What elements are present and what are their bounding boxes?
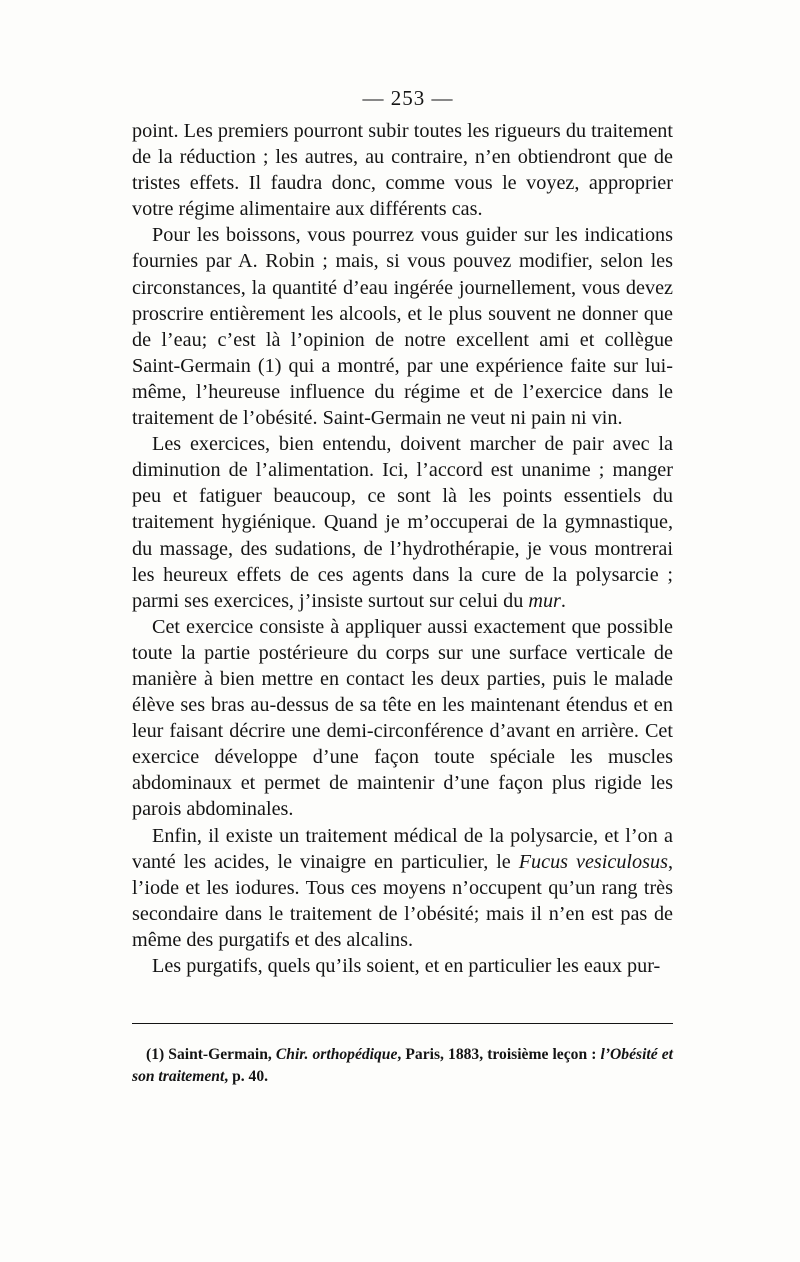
italic-term: mur	[528, 589, 561, 612]
paragraph-text: .	[560, 589, 566, 612]
paragraph-text: point. Les premiers pourront subir toutes les rigueurs du traitement de la réduction ; les autres, au contraire, n’en obtiendront que de tristes effets. Il faudra donc, comme vous le voyez, approprier votre régime alimentaire aux différents cas.	[132, 120, 673, 221]
paragraph-purgatifs	[132, 953, 673, 979]
paragraph-text: Enfin, il existe un traitement médical de la polysarcie, et l’on a vanté les acides, le vinaigre en particulier, le	[132, 824, 673, 873]
paragraph-exercice-mur	[132, 614, 673, 823]
footnote	[132, 1044, 673, 1088]
body-text	[132, 118, 673, 979]
paragraph-text: Les purgatifs, quels qu’ils soient, et en particulier les eaux pur-	[152, 955, 661, 977]
paragraph-traitement-medical	[132, 823, 673, 953]
footnote-part: (1) Saint-Germain,	[146, 1046, 276, 1063]
footnote-part: , Paris, 1883, troisième leçon :	[397, 1046, 601, 1063]
footnote-divider	[132, 1023, 673, 1024]
footnote-text	[132, 1044, 673, 1088]
paragraph-continued	[132, 118, 673, 222]
paragraph-text: Les exercices, bien entendu, doivent marcher de pair avec la diminution de l’alimentation. Ici, l’accord est unanime ; manger peu et fatiguer beaucoup, ce sont là les points essentiels du traitement hygiénique. Quand je m’occuperai de la gymnastique, du massage, des sudations, de l’hydrothérapie, je vous montrerai les heureux effets de ces agents dans la cure de la polysarcie ; parmi ses exercices, j’insiste surtout sur celui du	[132, 433, 673, 612]
paragraph-boissons	[132, 222, 673, 431]
footnote-italic-title: l’Obésité et son traitement	[132, 1046, 674, 1085]
footnote-italic-title: Chir. orthopédique	[275, 1046, 398, 1063]
paragraph-text: Pour les boissons, vous pourrez vous guider sur les indications fournies par A. Robin ; mais, si vous pouvez modifier, selon les circonstances, la quantité d’eau ingérée journellement, vous devez proscrire entièrement les alcools, et le plus souvent ne donner que de l’eau; c’est là l’opinion de notre excellent ami et collègue Saint-Germain (1) qui a montré, par une expérience faite sur lui-même, l’heureuse influence du régime et de l’exercice dans le traitement de l’obésité. Saint-Germain ne veut ni pain ni vin.	[132, 224, 673, 430]
italic-term: Fucus vesiculosus	[518, 850, 668, 873]
paragraph-exercices	[132, 431, 673, 614]
paragraph-text: , l’iode et les iodures. Tous ces moyens n’occupent qu’un rang très secondaire dans le traitement de l’obésité; mais il n’en est pas de même des purgatifs et des alcalins.	[132, 850, 673, 951]
footnote-part: , p. 40.	[224, 1068, 269, 1085]
paragraph-text: Cet exercice consiste à appliquer aussi exactement que possible toute la partie postérieure du corps sur une surface verticale de manière à bien mettre en contact les deux parties, puis le malade élève ses bras au-dessus de sa tête en les maintenant étendus et en leur faisant décrire une demi-circonférence d’avant en arrière. Cet exercice développe d’une façon toute spéciale les muscles abdominaux et permet de maintenir d’une façon plus rigide les parois abdominales.	[132, 615, 673, 821]
page-number: — 253 —	[362, 86, 454, 110]
